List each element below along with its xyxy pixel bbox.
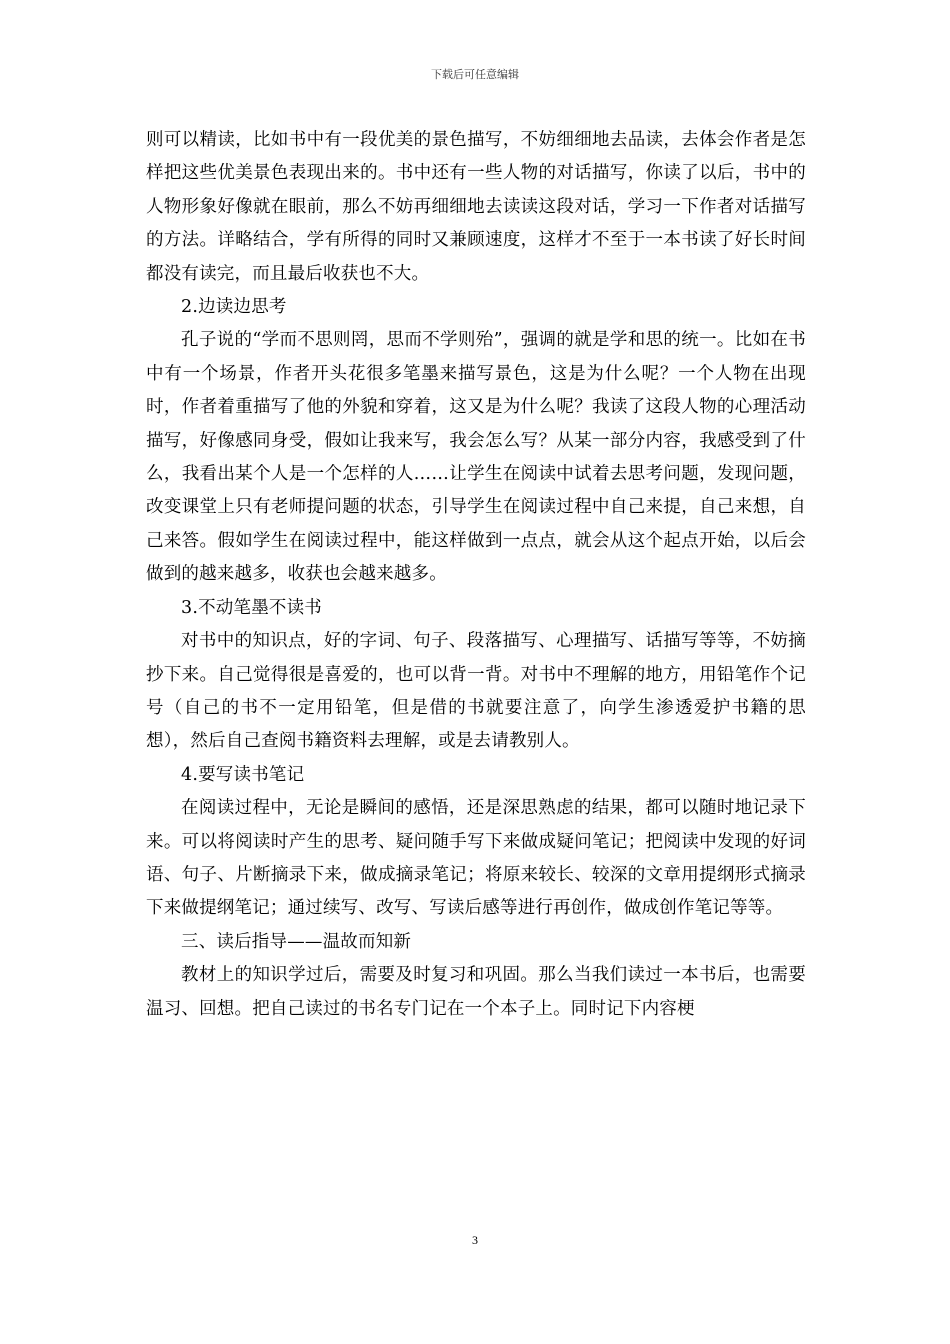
section-heading-post-reading: 三、读后指导——温故而知新 (181, 931, 412, 952)
section-heading-3: 3.不动笔墨不读书 (181, 597, 322, 618)
section-heading-4: 4.要写读书笔记 (181, 764, 305, 785)
paragraph-notes: 对书中的知识点，好的字词、句子、段落描写、心理描写、话描写等等，不妨摘抄下来。自己觉得很是喜爱的，也可以背一背。对书中不理解的地方，用铅笔作个记号（自己的书不一定用铅笔，但是借的书就要注意了，向学生渗透爱护书籍的思想），然后自己查阅书籍资料去理解，或是去请教别人。 (146, 631, 806, 752)
document-body (146, 124, 806, 1026)
paragraph-review: 教材上的知识学过后，需要及时复习和巩固。那么当我们读过一本书后，也需要温习、回想。把自己读过的书名专门记在一个本子上。同时记下内容梗 (146, 965, 806, 1019)
page-number: 3 (472, 1233, 478, 1247)
paragraph-continued: 则可以精读，比如书中有一段优美的景色描写，不妨细细地去品读，去体会作者是怎样把这些优美景色表现出来的。书中还有一些人物的对话描写，你读了以后，书中的人物形象好像就在眼前，那么不妨再细细地去读读这段对话，学习一下作者对话描写的方法。详略结合，学有所得的同时又兼顾速度，这样才不至于一本书读了好长时间都没有读完，而且最后收获也不大。 (146, 130, 806, 284)
paragraph-think: 孔子说的“学而不思则罔，思而不学则殆”，强调的就是学和思的统一。比如在书中有一个场景，作者开头花很多笔墨来描写景色，这是为什么呢？一个人物在出现时，作者着重描写了他的外貌和穿着，这又是为什么呢？我读了这段人物的心理活动描写，好像感同身受，假如让我来写，我会怎么写？从某一部分内容，我感受到了什么，我看出某个人是一个怎样的人……让学生在阅读中试着去思考问题，发现问题，改变课堂上只有老师提问题的状态，引导学生在阅读过程中自己来提，自己来想，自己来答。假如学生在阅读过程中，能这样做到一点点，就会从这个起点开始，以后会做到的越来越多，收获也会越来越多。 (146, 330, 806, 585)
page-header: 下载后可任意编辑 (431, 68, 519, 81)
section-heading-2: 2.边读边思考 (181, 297, 287, 318)
paragraph-reading-notes: 在阅读过程中，无论是瞬间的感悟，还是深思熟虑的结果，都可以随时地记录下来。可以将阅读时产生的思考、疑问随手写下来做成疑问笔记；把阅读中发现的好词语、句子、片断摘录下来，做成摘录笔记；将原来较长、较深的文章用提纲形式摘录下来做提纲笔记；通过续写、改写、写读后感等进行再创作，做成创作笔记等等。 (146, 798, 806, 919)
